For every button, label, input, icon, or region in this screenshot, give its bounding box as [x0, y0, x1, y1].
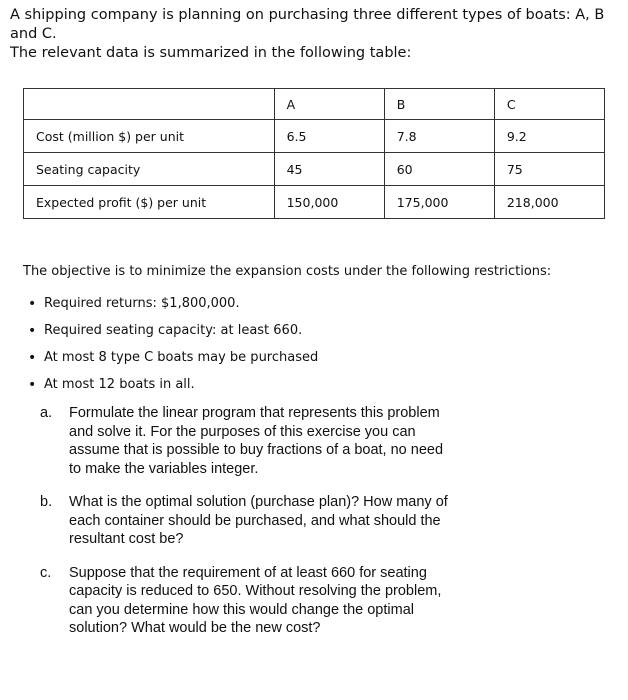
table-cell: 218,000	[494, 186, 604, 219]
part-line: capacity is reduced to 650. Without resolving the problem,	[69, 583, 442, 599]
part-text	[69, 493, 510, 549]
list-item	[28, 350, 318, 377]
table-cell: 7.8	[384, 120, 494, 153]
bullet-icon: •	[28, 323, 37, 339]
part-line: Formulate the linear program that represents this problem	[69, 405, 440, 421]
bullet-icon: •	[28, 377, 37, 393]
part-label: b.	[40, 494, 53, 510]
part-label: a.	[40, 405, 53, 421]
part-text	[69, 404, 510, 478]
list-item	[28, 323, 318, 350]
table-cell: 75	[494, 153, 604, 186]
intro-line-1: A shipping company is planning on purchasing three different types of boats: A, B and C.	[10, 7, 605, 42]
restriction-text: Required seating capacity: at least 660.	[44, 323, 303, 338]
part-line: each container should be purchased, and what should the	[69, 512, 441, 529]
table-header-cell: B	[384, 89, 494, 120]
table-header-cell: A	[274, 89, 384, 120]
part-line: solution? What would be the new cost?	[69, 620, 321, 636]
table-cell: 175,000	[384, 186, 494, 219]
table-row	[24, 186, 605, 219]
table-cell: 9.2	[494, 120, 604, 153]
part-line: Suppose that the requirement of at least 660 for seating	[69, 564, 427, 581]
table-header-row	[24, 89, 605, 120]
list-item	[28, 296, 318, 323]
boat-data-table	[23, 88, 605, 219]
restriction-text: At most 12 boats in all.	[44, 377, 195, 392]
table-row	[24, 120, 605, 153]
part-line: What is the optimal solution (purchase plan)? How many of	[69, 494, 448, 510]
table-cell: Expected profit ($) per unit	[24, 186, 275, 219]
part-line: can you determine how this would change the optimal	[69, 601, 414, 618]
intro-paragraph	[10, 6, 610, 63]
table-header-cell	[24, 89, 275, 120]
question-part-c	[40, 564, 510, 638]
table-cell: 45	[274, 153, 384, 186]
bullet-icon: •	[28, 296, 37, 312]
question-part-a	[40, 404, 510, 478]
table-cell: 60	[384, 153, 494, 186]
bullet-icon: •	[28, 350, 37, 366]
part-line: resultant cost be?	[69, 531, 184, 547]
part-label: c.	[40, 564, 52, 581]
part-line: and solve it. For the purposes of this exercise you can	[69, 423, 416, 440]
restriction-text: At most 8 type C boats may be purchased	[44, 350, 319, 365]
list-item	[28, 377, 318, 404]
part-line: assume that is possible to buy fractions of a boat, no need	[69, 442, 444, 458]
restrictions-list	[28, 296, 318, 404]
intro-line-2: The relevant data is summarized in the following table:	[10, 45, 412, 61]
table-cell: 6.5	[274, 120, 384, 153]
part-text	[69, 564, 510, 638]
table-cell: 150,000	[274, 186, 384, 219]
question-part-b	[40, 493, 510, 549]
part-line: to make the variables integer.	[69, 460, 259, 477]
restriction-text: Required returns: $1,800,000.	[44, 296, 240, 311]
table-cell: Seating capacity	[24, 153, 275, 186]
table-header-cell: C	[494, 89, 604, 120]
objective-text: The objective is to minimize the expansion costs under the following restrictions:	[23, 264, 552, 279]
table-cell: Cost (million $) per unit	[24, 120, 275, 153]
table-row	[24, 153, 605, 186]
question-parts-list	[40, 404, 510, 653]
